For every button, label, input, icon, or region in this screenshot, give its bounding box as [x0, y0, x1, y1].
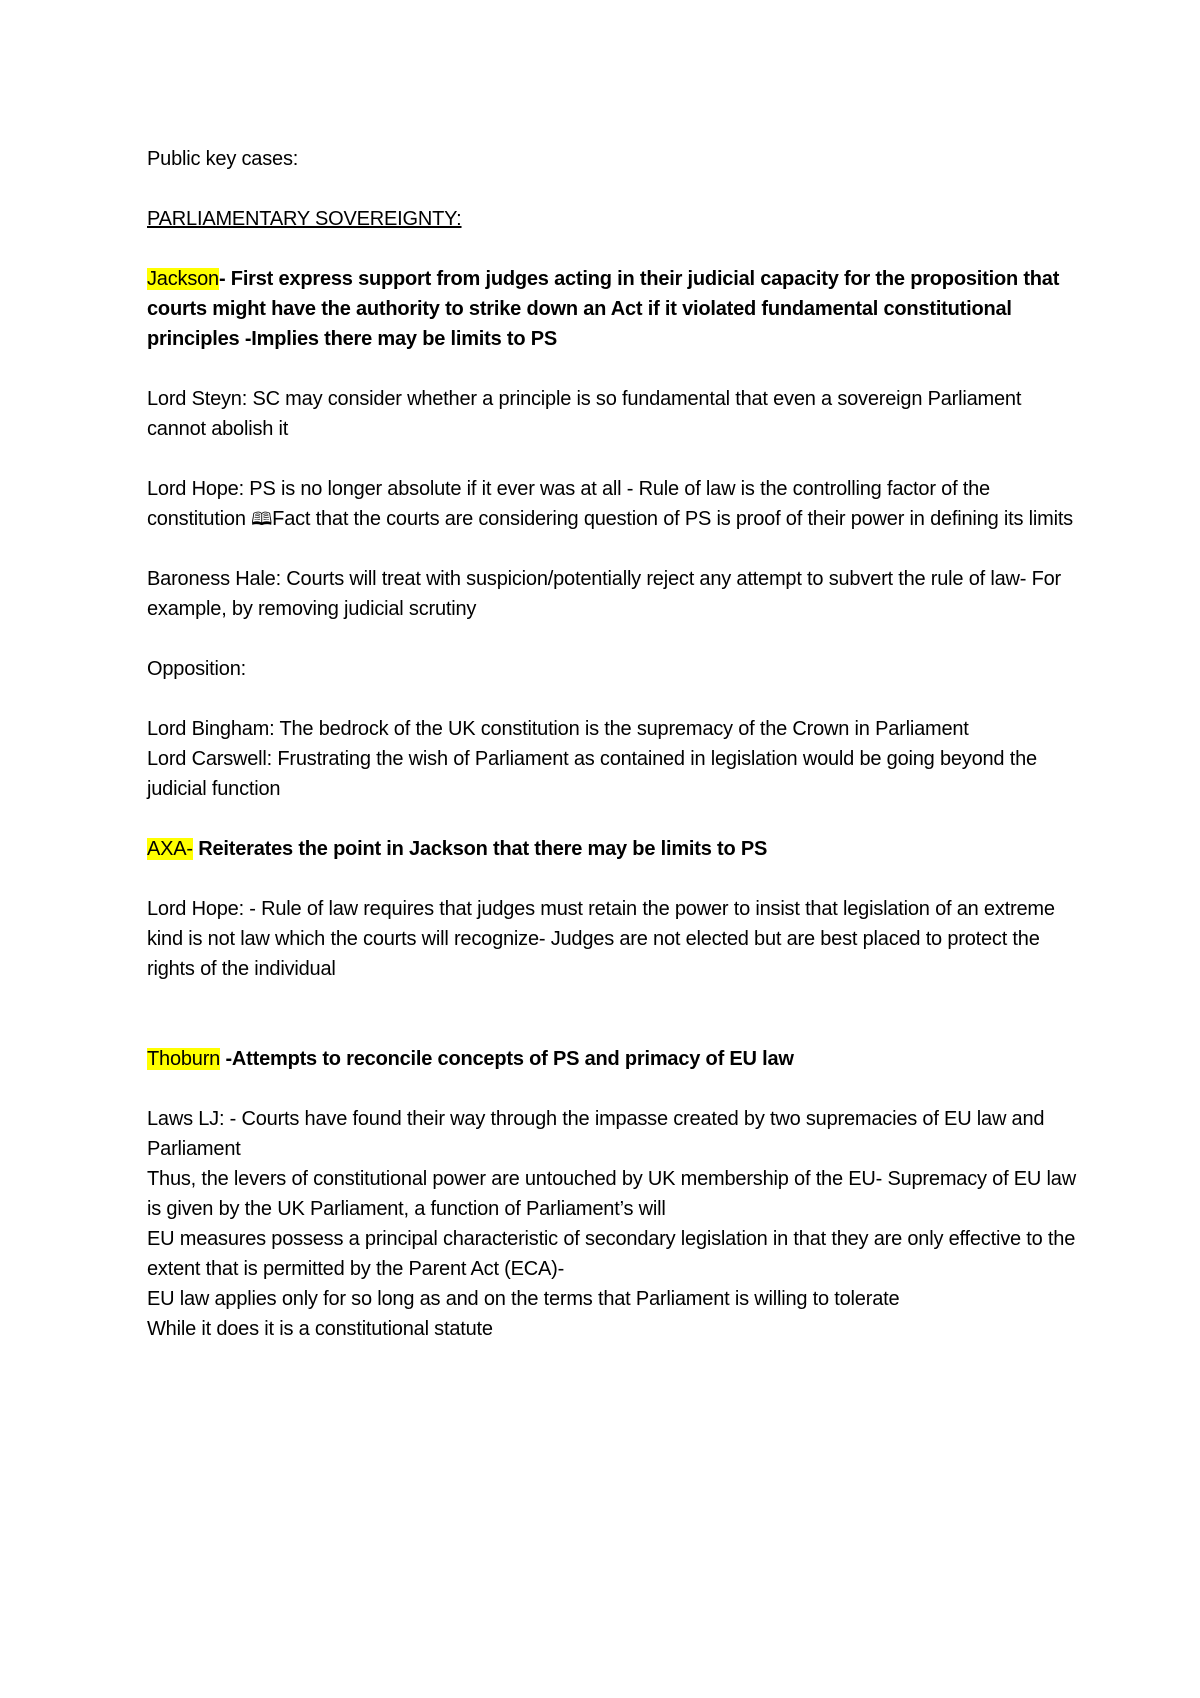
thoburn-paragraph-3: EU measures possess a principal characteristic of secondary legislation in that they are only effective to the extent that is permitted by the Parent Act (ECA)- — [147, 1228, 1076, 1280]
section-heading: PARLIAMENTARY SOVEREIGNTY: — [147, 208, 462, 230]
thoburn-summary-text: -Attempts to reconcile concepts of PS and primacy of EU law — [220, 1048, 794, 1070]
spacer — [147, 684, 1077, 714]
spacer — [147, 354, 1077, 384]
opposition-label: Opposition: — [147, 658, 246, 680]
spacer — [147, 1074, 1077, 1104]
spacer — [147, 804, 1077, 834]
spacer — [147, 624, 1077, 654]
thoburn-paragraph-2: Thus, the levers of constitutional power are untouched by UK membership of the EU- Supremacy of EU law is given by the UK Parliament, a function of Parliament’s will — [147, 1168, 1076, 1220]
laws-lj-paragraph: Laws LJ: - Courts have found their way through the impasse created by two supremacies of EU law and Parliament — [147, 1108, 1045, 1160]
axa-summary-text: Reiterates the point in Jackson that there may be limits to PS — [192, 838, 768, 860]
document-title: Public key cases: — [147, 148, 299, 170]
jackson-summary-text: - First express support from judges acting in their judicial capacity for the proposition that courts might have the authority to strike down an Act if it violated fundamental constitutional principles -Implies there may be limits to PS — [147, 268, 1060, 350]
spacer — [147, 444, 1077, 474]
lord-carswell-paragraph: Lord Carswell: Frustrating the wish of Parliament as contained in legislation would be going beyond the judicial function — [147, 748, 1037, 800]
spacer — [147, 534, 1077, 564]
thoburn-summary — [147, 1044, 1077, 1074]
lord-hope-text-end: Fact that the courts are considering question of PS is proof of their power in defining its limits — [272, 508, 1073, 530]
baroness-hale-paragraph: Baroness Hale: Courts will treat with suspicion/potentially reject any attempt to subvert the rule of law- For example, by removing judicial scrutiny — [147, 568, 1061, 620]
axa-lord-hope-paragraph: Lord Hope: - Rule of law requires that judges must retain the power to insist that legislation of an extreme kind is not law which the courts will recognize- Judges are not elected but are best placed to protect the rights of the individual — [147, 898, 1055, 980]
lord-hope-text-start: Lord Hope: PS is no longer absolute if it ever was at all - Rule of law is the controlling factor of the constitution — [147, 478, 990, 530]
lord-bingham-paragraph: Lord Bingham: The bedrock of the UK constitution is the supremacy of the Crown in Parliament — [147, 718, 969, 740]
spacer — [147, 864, 1077, 894]
axa-summary — [147, 834, 1077, 864]
lord-hope-paragraph — [147, 474, 1077, 534]
spacer — [147, 174, 1077, 204]
case-name-jackson: Jackson — [147, 268, 219, 290]
lord-steyn-paragraph: Lord Steyn: SC may consider whether a principle is so fundamental that even a sovereign Parliament cannot abolish it — [147, 388, 1022, 440]
spacer — [147, 984, 1077, 1044]
thoburn-paragraph-5: While it does it is a constitutional statute — [147, 1318, 493, 1340]
thoburn-paragraph-4: EU law applies only for so long as and on the terms that Parliament is willing to tolerate — [147, 1288, 900, 1310]
document-page — [147, 144, 1077, 1344]
book-icon: 🕮 — [251, 509, 273, 529]
case-name-thoburn: Thoburn — [147, 1048, 221, 1070]
jackson-summary — [147, 264, 1077, 354]
spacer — [147, 234, 1077, 264]
case-name-axa: AXA- — [147, 838, 193, 860]
